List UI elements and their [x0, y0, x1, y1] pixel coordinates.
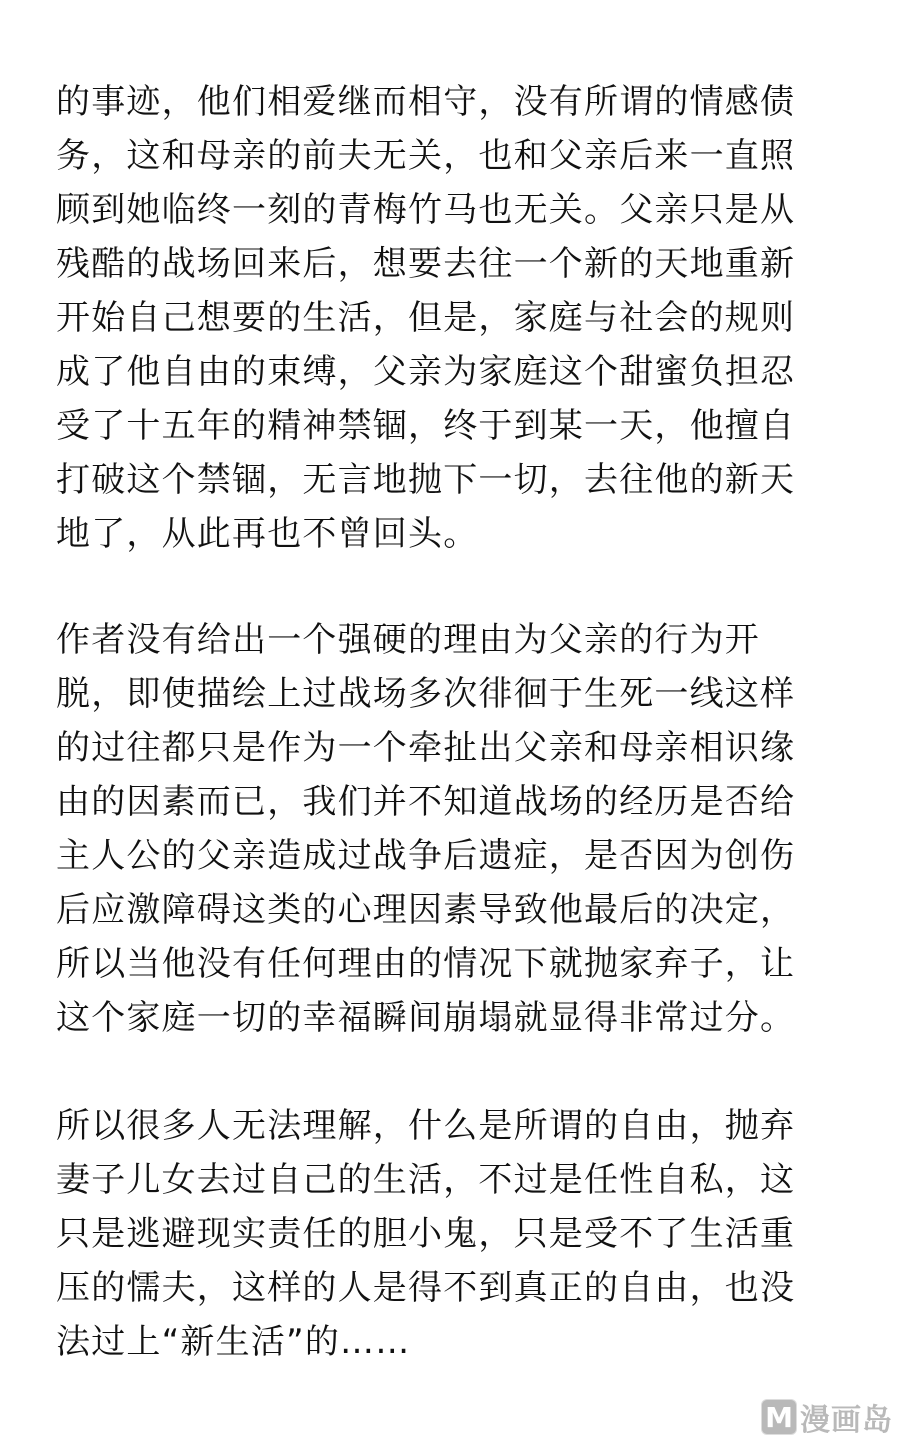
text-line: 法过上“新生活”的……: [56, 1322, 411, 1362]
text-line: 的过往都只是作为一个牵扯出父亲和母亲相识缘: [56, 728, 796, 768]
text-line: 所以很多人无法理解，什么是所谓的自由，抛弃: [56, 1106, 796, 1146]
text-line: 这个家庭一切的幸福瞬间崩塌就显得非常过分。: [56, 998, 796, 1038]
text-line: 压的懦夫，这样的人是得不到真正的自由，也没: [56, 1268, 796, 1308]
text-line: 主人公的父亲造成过战争后遗症，是否因为创伤: [56, 836, 796, 876]
text-line: 开始自己想要的生活，但是，家庭与社会的规则: [56, 298, 796, 338]
text-line: 成了他自由的束缚，父亲为家庭这个甜蜜负担忍: [56, 352, 796, 392]
paragraph-1: [56, 75, 856, 561]
text-line: 脱，即使描绘上过战场多次徘徊于生死一线这样: [56, 674, 796, 714]
text-line: 打破这个禁锢，无言地抛下一切，去往他的新天: [56, 460, 796, 500]
text-line: 受了十五年的精神禁锢，终于到某一天，他擅自: [56, 406, 796, 446]
text-line: 顾到她临终一刻的青梅竹马也无关。父亲只是从: [56, 190, 796, 230]
text-line: 务，这和母亲的前夫无关，也和父亲后来一直照: [56, 136, 796, 176]
text-line: 作者没有给出一个强硬的理由为父亲的行为开: [56, 620, 760, 660]
paragraph-2: [56, 613, 856, 1045]
paragraph-3: [56, 1099, 856, 1369]
watermark-text: 漫画岛: [800, 1403, 893, 1438]
text-line: 后应激障碍这类的心理因素导致他最后的决定，: [56, 890, 796, 930]
text-line: 由的因素而已，我们并不知道战场的经历是否给: [56, 782, 796, 822]
watermark-logo: [758, 1397, 897, 1437]
text-line: 所以当他没有任何理由的情况下就抛家弃子，让: [56, 944, 796, 984]
watermark-m-icon: M: [762, 1400, 796, 1434]
text-line: 残酷的战场回来后，想要去往一个新的天地重新: [56, 244, 796, 284]
text-line: 只是逃避现实责任的胆小鬼，只是受不了生活重: [56, 1214, 796, 1254]
text-line: 妻子儿女去过自己的生活，不过是任性自私，这: [56, 1160, 796, 1200]
text-line: 的事迹，他们相爱继而相守，没有所谓的情感债: [56, 82, 796, 122]
text-line: 地了，从此再也不曾回头。: [56, 514, 479, 554]
